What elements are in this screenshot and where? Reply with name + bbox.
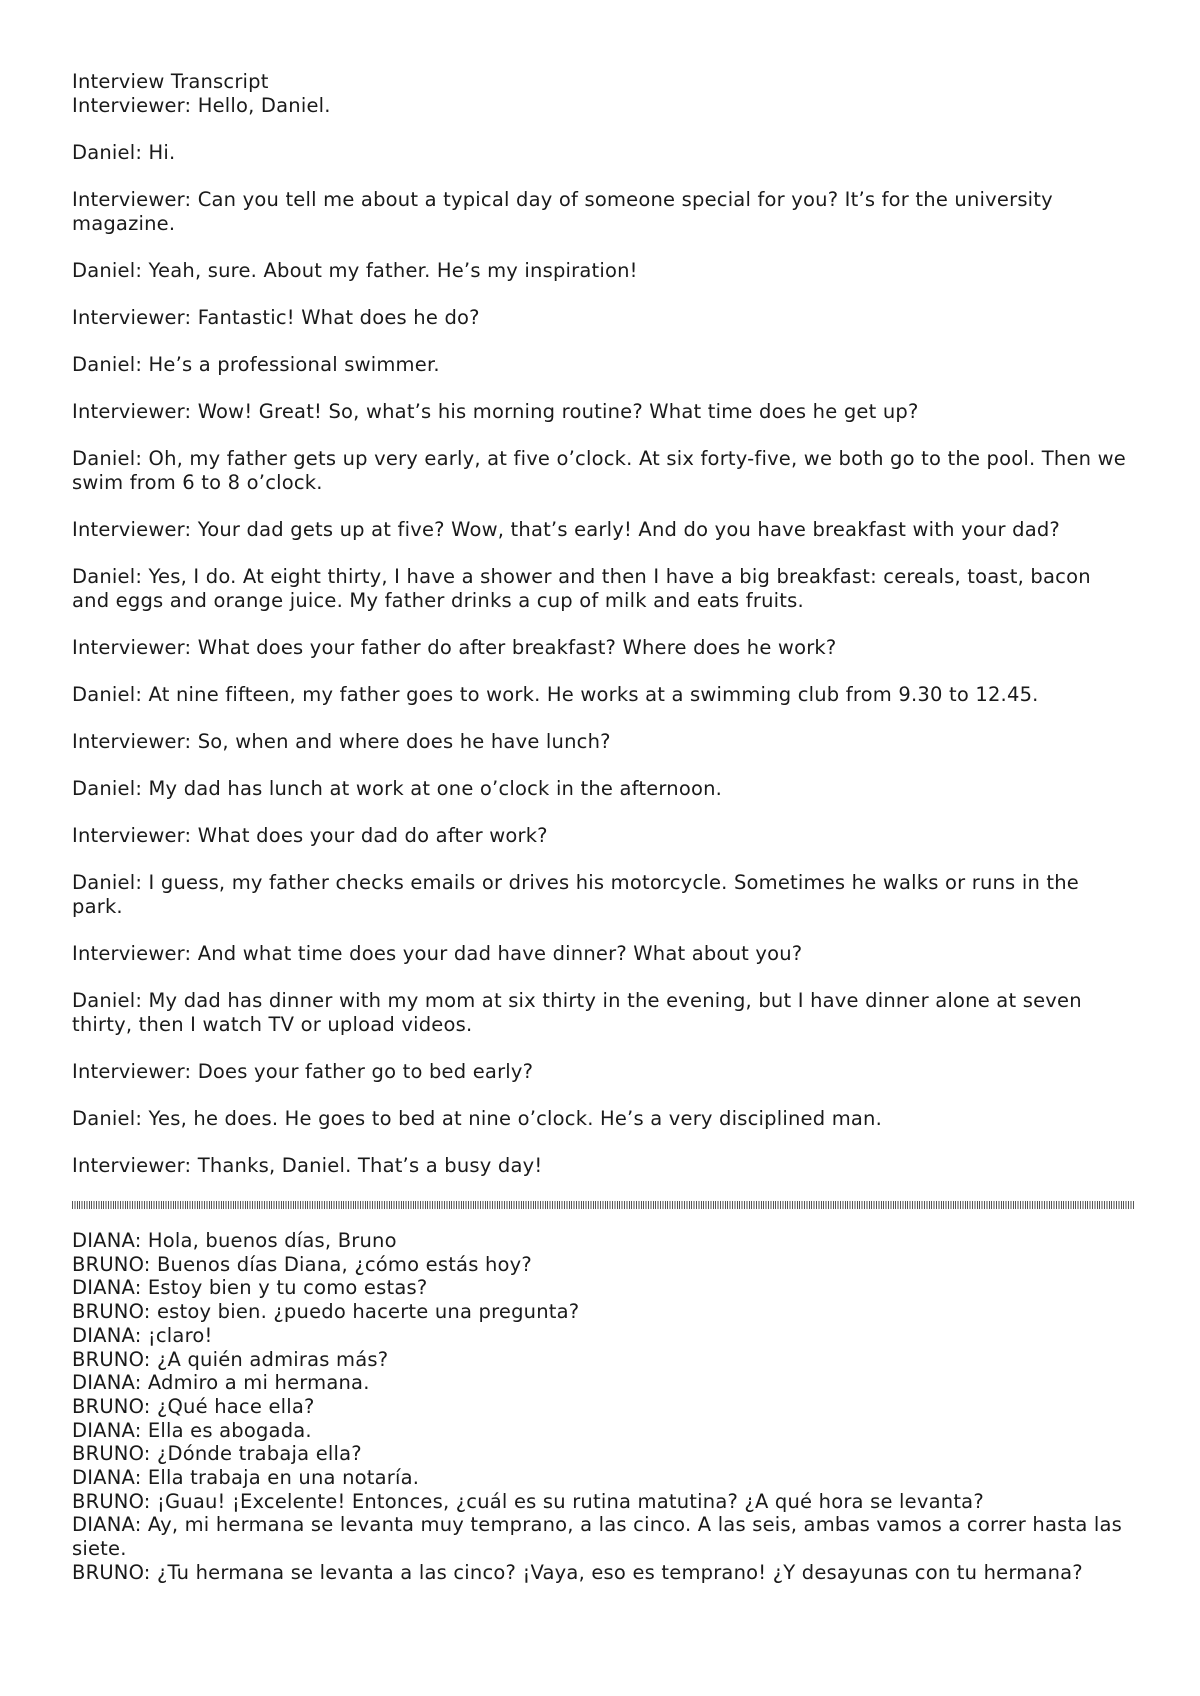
dialogue-line: BRUNO: Buenos días Diana, ¿cómo estás hoy? <box>72 1252 532 1276</box>
dialogue-line: Daniel: Hi. <box>72 141 176 164</box>
document-title: Interview Transcript <box>72 70 269 93</box>
dialogue-line: Interviewer: Hello, Daniel. <box>72 94 331 117</box>
document-page <box>72 70 1132 1585</box>
dialogue-line: DIANA: ¡claro! <box>72 1323 213 1347</box>
dialogue-line: Interviewer: Does your father go to bed early? <box>72 1060 534 1083</box>
dialogue-line: Daniel: Yeah, sure. About my father. He’s my inspiration! <box>72 259 638 282</box>
dialogue-line: Interviewer: Can you tell me about a typical day of someone special for you? It’s for the university magazine. <box>72 188 1053 235</box>
dialogue-line: Interviewer: Your dad gets up at five? Wow, that’s early! And do you have breakfast with your dad? <box>72 518 1060 541</box>
dialogue-line: DIANA: Estoy bien y tu como estas? <box>72 1276 428 1300</box>
dialogue-line: Interviewer: What does your dad do after work? <box>72 824 548 847</box>
dialogue-line: Interviewer: Wow! Great! So, what’s his morning routine? What time does he get up? <box>72 400 919 423</box>
dialogue-line: BRUNO: estoy bien. ¿puedo hacerte una pregunta? <box>72 1300 580 1324</box>
dialogue-line: Daniel: At nine fifteen, my father goes to work. He works at a swimming club from 9.30 to 12.45. <box>72 683 1039 706</box>
dialogue-line: DIANA: Ella es abogada. <box>72 1418 312 1442</box>
english-interview <box>72 94 1132 1178</box>
dialogue-line: Daniel: Yes, he does. He goes to bed at nine o’clock. He’s a very disciplined man. <box>72 1107 882 1130</box>
spanish-dialogue <box>72 1229 1132 1585</box>
dialogue-line: Interviewer: And what time does your dad have dinner? What about you? <box>72 942 803 965</box>
dialogue-line: Interviewer: Thanks, Daniel. That’s a busy day! <box>72 1154 543 1177</box>
dialogue-line: DIANA: Hola, buenos días, Bruno <box>72 1229 397 1252</box>
dialogue-line: BRUNO: ¿Tu hermana se levanta a las cinco? ¡Vaya, eso es temprano! ¿Y desayunas con tu hermana? <box>72 1560 1083 1584</box>
dialogue-line: Daniel: My dad has lunch at work at one o’clock in the afternoon. <box>72 777 723 800</box>
dialogue-line: Daniel: My dad has dinner with my mom at six thirty in the evening, but I have dinner alone at seven thirty, then I watch TV or upload videos. <box>72 989 1082 1036</box>
dialogue-line: BRUNO: ¿Qué hace ella? <box>72 1394 315 1418</box>
dialogue-line: DIANA: Admiro a mi hermana. <box>72 1371 370 1395</box>
dialogue-line: BRUNO: ¡Guau! ¡Excelente! Entonces, ¿cuál es su rutina matutina? ¿A qué hora se levanta? <box>72 1489 984 1513</box>
dialogue-line: DIANA: Ay, mi hermana se levanta muy temprano, a las cinco. A las seis, ambas vamos a correr hasta las siete. <box>72 1513 1123 1561</box>
dialogue-line: BRUNO: ¿A quién admiras más? <box>72 1347 389 1371</box>
dialogue-line: BRUNO: ¿Dónde trabaja ella? <box>72 1442 362 1466</box>
dialogue-line: Daniel: Oh, my father gets up very early, at five o’clock. At six forty-five, we both go to the pool. Then we swim from 6 to 8 o’clock. <box>72 447 1126 494</box>
dialogue-line: Daniel: Yes, I do. At eight thirty, I have a shower and then I have a big breakfast: cereals, toast, bacon and eggs and orange juice. My father drinks a cup of milk and eats fruits. <box>72 565 1091 612</box>
dialogue-line: DIANA: Ella trabaja en una notaría. <box>72 1466 420 1490</box>
dialogue-line: Daniel: I guess, my father checks emails or drives his motorcycle. Sometimes he walks or runs in the park. <box>72 871 1079 918</box>
dialogue-line: Interviewer: Fantastic! What does he do? <box>72 306 480 329</box>
dialogue-line: Daniel: He’s a professional swimmer. <box>72 353 440 376</box>
dialogue-line: Interviewer: What does your father do after breakfast? Where does he work? <box>72 636 837 659</box>
dialogue-line: Interviewer: So, when and where does he have lunch? <box>72 730 611 753</box>
section-divider <box>72 1201 1134 1209</box>
